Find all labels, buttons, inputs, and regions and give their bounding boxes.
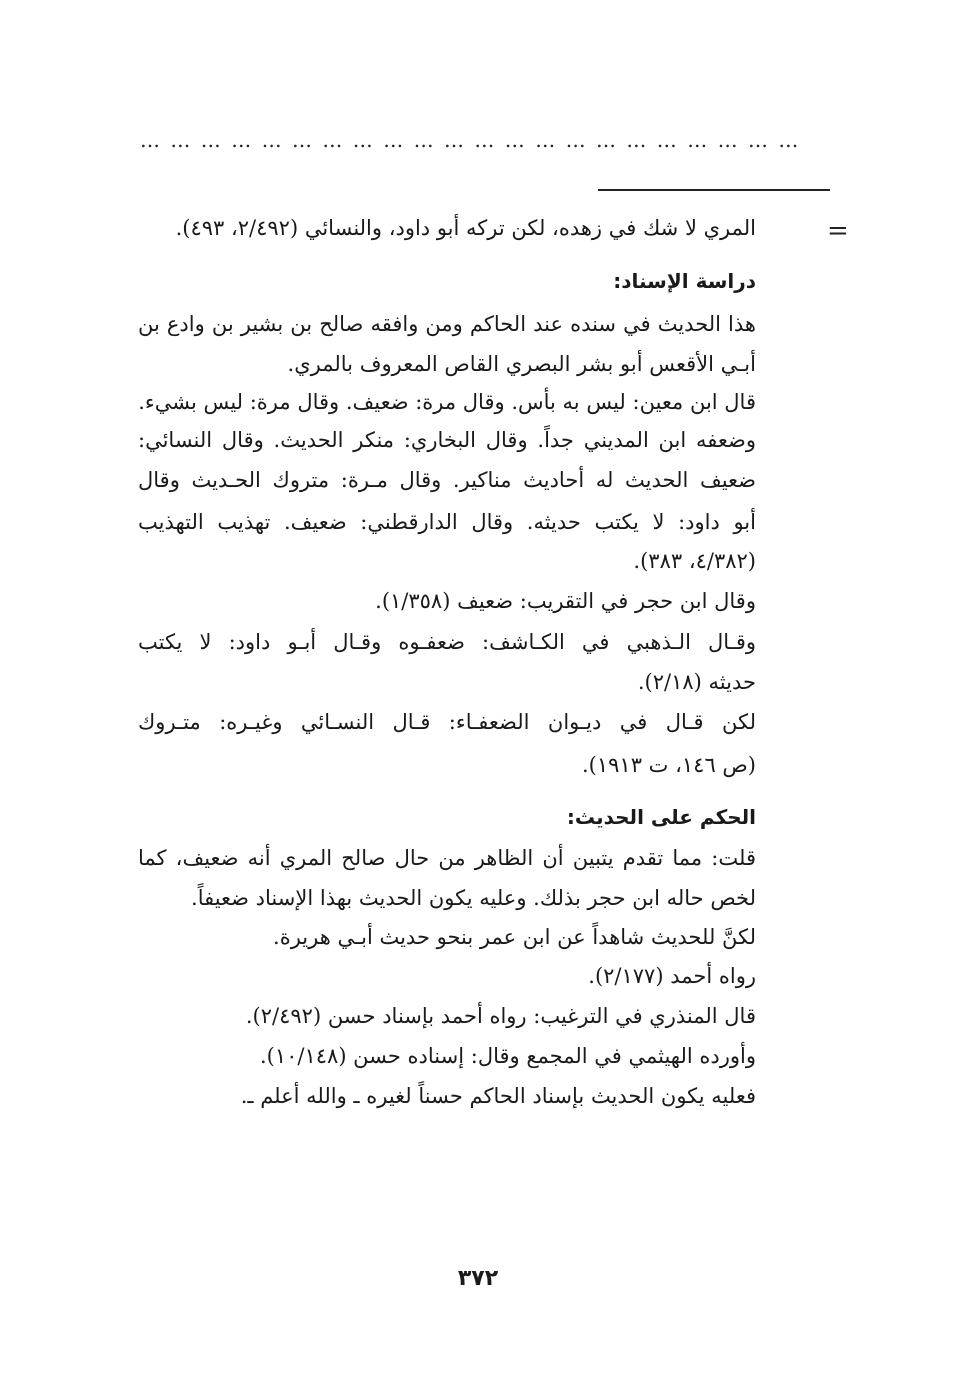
text-line: أبـي الأقعس أبو بشر البصري القاص المعروف بالمري.	[287, 352, 756, 376]
text-line: وقال ابن حجر في التقريب: ضعيف (١/٣٥٨).	[375, 589, 756, 613]
footnote-continuation-marker: =	[827, 216, 849, 246]
text-line: لكن قـال في ديـوان الضعفـاء: قـال النسـائي وغيـره: متـروك	[138, 710, 756, 734]
section-heading-isnad: دراسة الإسناد:	[613, 269, 756, 293]
text-line: أبو داود: لا يكتب حديثه. وقال الدارقطني: ضعيف. تهذيب التهذيب	[138, 510, 756, 534]
text-line: قلت: مما تقدم يتبين أن الظاهر من حال صالح المري أنه ضعيف، كما	[138, 846, 756, 870]
text-line: ضعيف الحديث له أحاديث مناكير. وقال مـرة: متروك الحـديث وقال	[138, 468, 756, 492]
text-line: وضعفه ابن المديني جداً. وقال البخاري: منكر الحديث. وقال النسائي:	[138, 428, 756, 452]
text-line: لكنَّ للحديث شاهداً عن ابن عمر بنحو حديث أبـي هريرة.	[273, 925, 756, 949]
text-line: فعليه يكون الحديث بإسناد الحاكم حسناً لغيره ـ والله أعلم ـ.	[240, 1084, 756, 1108]
text-line: رواه أحمد (٢/١٧٧).	[588, 964, 756, 988]
text-line: هذا الحديث في سنده عند الحاكم ومن وافقه صالح بن بشير بن وادع بن	[138, 312, 756, 336]
text-line: قال المنذري في الترغيب: رواه أحمد بإسناد حسن (٢/٤٩٢).	[245, 1004, 756, 1028]
section-heading-hukm: الحكم على الحديث:	[566, 805, 756, 829]
text-line: المري لا شك في زهده، لكن تركه أبو داود، والنسائي (٢/٤٩٢، ٤٩٣).	[175, 216, 756, 240]
dotted-separator: …………………………………………………………	[140, 130, 809, 150]
text-line: (٤/٣٨٢، ٣٨٣).	[633, 549, 756, 573]
footnote-rule	[598, 189, 830, 191]
page-number: ٣٧٢	[457, 1266, 499, 1291]
text-line: لخص حاله ابن حجر بذلك. وعليه يكون الحديث بهذا الإسناد ضعيفاً.	[191, 886, 756, 910]
text-line: (ص ١٤٦، ت ١٩١٣).	[581, 753, 756, 777]
text-line: حديثه (٢/١٨).	[637, 670, 756, 694]
text-line: وقـال الـذهبي في الكـاشف: ضعفـوه وقـال أبـو داود: لا يكتب	[138, 630, 756, 654]
text-line: قال ابن معين: ليس به بأس. وقال مرة: ضعيف. وقال مرة: ليس بشيء.	[138, 390, 756, 414]
text-line: وأورده الهيثمي في المجمع وقال: إسناده حسن (١٠/١٤٨).	[259, 1044, 756, 1068]
